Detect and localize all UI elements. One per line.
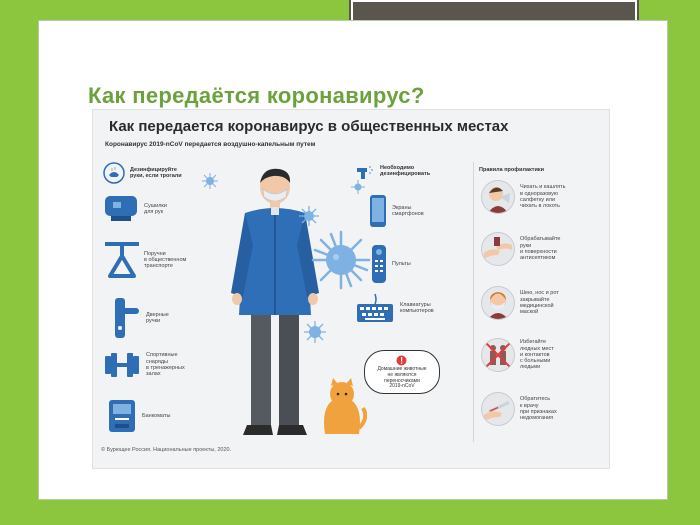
thermometer-icon — [481, 392, 515, 426]
middle-item-smartphone — [369, 194, 424, 228]
rule-label: Обратитесь к врачу при признаках недомогания — [520, 396, 557, 422]
warning-icon — [396, 355, 407, 366]
left-item-atm — [107, 398, 170, 434]
middle-item-label: Экраны смартфонов — [392, 204, 424, 217]
door-handle-icon — [109, 296, 141, 340]
middle-item-keyboard — [355, 292, 434, 324]
left-item-label: Поручни в общественном транспорте — [144, 250, 187, 270]
middle-item-remote — [371, 244, 411, 284]
left-item-door-handle — [109, 296, 169, 340]
infographic-poster — [92, 109, 610, 469]
left-header-label: Дезинфицируйте руки, если трогали — [130, 166, 182, 179]
middle-header-label: Необходимо дезинфицировать — [380, 164, 431, 177]
middle-item-label: Клавиатуры компьютеров — [400, 301, 434, 314]
small-virus-icon — [303, 320, 327, 344]
left-item-dumbbell — [103, 350, 185, 380]
slide-title: Как передаётся коронавирус? — [88, 83, 425, 108]
left-item-label: Дверные ручки — [146, 311, 169, 324]
left-item-handrail — [105, 240, 186, 280]
wash-hands-icon — [103, 162, 125, 184]
mask-icon — [481, 286, 515, 320]
middle-item-label: Пульты — [392, 260, 411, 267]
poster-title: Как передается коронавирус в общественных местах — [109, 118, 509, 135]
middle-header — [355, 162, 430, 180]
avoid-crowd-icon — [481, 338, 515, 372]
large-virus-icon — [311, 230, 371, 290]
speech-bubble — [364, 350, 440, 394]
smartphone-icon — [369, 194, 387, 228]
sneeze-icon — [481, 180, 515, 214]
rule-label: Избегайте людных мест и контактов с больными людьми — [520, 339, 554, 371]
rule-item-antiseptic — [481, 232, 561, 266]
dumbbell-icon — [103, 350, 141, 380]
rule-label: Чихать и кашлять в одноразовую салфетку или чихать в локоть — [520, 184, 566, 210]
poster-footer: © Бурющее Россия. Национальные проекты, 2020. — [101, 447, 232, 453]
rule-item-mask — [481, 286, 559, 320]
antiseptic-icon — [481, 232, 515, 266]
handrail-icon — [105, 240, 139, 280]
rule-item-thermometer — [481, 392, 557, 426]
keyboard-icon — [355, 292, 395, 324]
column-divider — [473, 162, 474, 442]
hand-dryer-icon — [103, 194, 139, 224]
rule-label: Обрабатывайте руки и поверхности антисептиком — [520, 236, 561, 262]
left-header — [103, 162, 182, 184]
rule-item-avoid-crowd — [481, 338, 554, 372]
rules-title: Правила профилактики — [479, 167, 544, 173]
left-item-hand-dryer — [103, 194, 167, 224]
bubble-text: Домашние животные не являются переносчиками 2019-nCoV — [377, 366, 427, 390]
poster-subtitle: Коронавирус 2019-nCoV передается воздушно-капельным путем — [105, 141, 316, 148]
small-virus-icon — [298, 205, 320, 227]
rule-item-sneeze — [481, 180, 565, 214]
remote-icon — [371, 244, 387, 284]
rule-label: Шею, нос и рот закрывайте медицинской маской — [520, 290, 559, 316]
spray-icon — [355, 162, 375, 180]
atm-icon — [107, 398, 137, 434]
left-item-label: Банкоматы — [142, 412, 171, 419]
left-item-label: Сушилки для рук — [144, 202, 167, 215]
left-item-label: Спортивные снаряды в тренажерных залах — [146, 352, 185, 378]
cat-illustration — [317, 378, 367, 436]
small-virus-icon — [351, 180, 365, 194]
